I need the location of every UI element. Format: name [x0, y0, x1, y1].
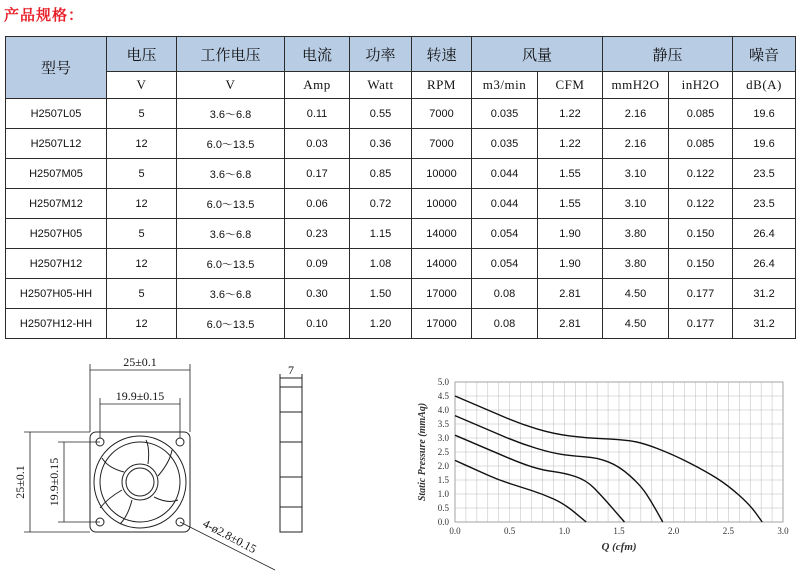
value-cell: 12 [107, 309, 177, 339]
y-tick-label: 2.0 [437, 461, 449, 471]
units-row [6, 72, 796, 99]
value-cell: 0.72 [350, 189, 412, 219]
inner-width-dimension: 19.9±0.15 [115, 389, 165, 403]
unit-cell: RPM [412, 72, 472, 99]
value-cell: 7000 [412, 129, 472, 159]
x-tick-label: 1.5 [613, 526, 625, 536]
value-cell: 0.10 [285, 309, 350, 339]
y-tick-label: 4.0 [437, 405, 449, 415]
table-body [6, 99, 796, 339]
value-cell: 1.90 [538, 219, 603, 249]
unit-cell: V [177, 72, 285, 99]
value-cell: 0.11 [285, 99, 350, 129]
model-cell: H2507H12 [6, 249, 107, 279]
value-cell: 0.150 [669, 249, 733, 279]
table-row [6, 99, 796, 129]
value-cell: 12 [107, 249, 177, 279]
value-cell: 0.36 [350, 129, 412, 159]
fan-side-view [280, 374, 302, 532]
value-cell: 0.085 [669, 99, 733, 129]
x-axis-label: Q (cfm) [601, 541, 637, 553]
header-static-pressure: 静压 [603, 37, 733, 72]
x-tick-label: 3.0 [777, 526, 789, 536]
header-power: 功率 [350, 37, 412, 72]
fan-blade-ring [100, 442, 180, 522]
value-cell: 17000 [412, 309, 472, 339]
value-cell: 0.08 [472, 309, 538, 339]
model-cell: H2507L12 [6, 129, 107, 159]
model-cell: H2507M05 [6, 159, 107, 189]
value-cell: 1.22 [538, 99, 603, 129]
table-row [6, 279, 796, 309]
value-cell: 0.30 [285, 279, 350, 309]
pq-curve-3 [455, 435, 624, 522]
value-cell: 10000 [412, 159, 472, 189]
value-cell: 3.6～6.8 [177, 159, 285, 189]
value-cell: 26.4 [733, 219, 796, 249]
value-cell: 6.0～13.5 [177, 189, 285, 219]
x-tick-label: 1.0 [558, 526, 570, 536]
header-airflow: 风量 [472, 37, 603, 72]
value-cell: 3.10 [603, 189, 669, 219]
x-tick-label: 2.5 [722, 526, 734, 536]
x-tick-label: 2.0 [668, 526, 680, 536]
thickness-dimension: 7 [288, 363, 294, 377]
value-cell: 3.6～6.8 [177, 219, 285, 249]
value-cell: 1.55 [538, 189, 603, 219]
header-working-voltage: 工作电压 [177, 37, 285, 72]
width-dimension: 25±0.1 [123, 355, 157, 369]
value-cell: 31.2 [733, 279, 796, 309]
fan-frame [90, 432, 190, 532]
value-cell: 12 [107, 189, 177, 219]
model-cell: H2507M12 [6, 189, 107, 219]
value-cell: 0.03 [285, 129, 350, 159]
header-voltage: 电压 [107, 37, 177, 72]
model-cell: H2507L05 [6, 99, 107, 129]
value-cell: 0.85 [350, 159, 412, 189]
value-cell: 1.90 [538, 249, 603, 279]
value-cell: 23.5 [733, 159, 796, 189]
y-axis-label: Static Pressure (mmAq) [417, 402, 428, 502]
value-cell: 5 [107, 219, 177, 249]
value-cell: 0.09 [285, 249, 350, 279]
y-tick-label: 0.5 [437, 503, 449, 513]
y-tick-label: 3.0 [437, 433, 449, 443]
value-cell: 31.2 [733, 309, 796, 339]
value-cell: 14000 [412, 249, 472, 279]
value-cell: 1.22 [538, 129, 603, 159]
y-tick-label: 4.5 [437, 391, 449, 401]
value-cell: 0.054 [472, 219, 538, 249]
y-tick-label: 1.0 [437, 489, 449, 499]
table-row [6, 129, 796, 159]
value-cell: 0.55 [350, 99, 412, 129]
side-frame [280, 387, 302, 532]
header-noise: 噪音 [733, 37, 796, 72]
value-cell: 5 [107, 159, 177, 189]
pq-curve-2 [455, 416, 663, 522]
value-cell: 0.122 [669, 189, 733, 219]
value-cell: 4.50 [603, 309, 669, 339]
table-row [6, 219, 796, 249]
value-cell: 0.177 [669, 279, 733, 309]
value-cell: 0.054 [472, 249, 538, 279]
value-cell: 10000 [412, 189, 472, 219]
x-tick-label: 0.0 [449, 526, 461, 536]
value-cell: 3.6～6.8 [177, 99, 285, 129]
inner-height-dimension: 19.9±0.15 [47, 457, 61, 507]
value-cell: 2.16 [603, 129, 669, 159]
value-cell: 2.81 [538, 309, 603, 339]
fan-blades [100, 440, 178, 524]
table-row [6, 249, 796, 279]
value-cell: 0.08 [472, 279, 538, 309]
header-speed: 转速 [412, 37, 472, 72]
value-cell: 1.50 [350, 279, 412, 309]
drawings-area [0, 352, 800, 581]
fan-front-view [90, 432, 190, 532]
fan-hub [122, 464, 158, 500]
table-row [6, 309, 796, 339]
value-cell: 6.0～13.5 [177, 129, 285, 159]
value-cell: 23.5 [733, 189, 796, 219]
value-cell: 0.044 [472, 189, 538, 219]
value-cell: 19.6 [733, 129, 796, 159]
header-model: 型号 [6, 37, 107, 99]
value-cell: 1.20 [350, 309, 412, 339]
mount-hole-icon [176, 438, 184, 446]
spec-table [5, 36, 796, 339]
header-row [6, 37, 796, 72]
value-cell: 3.80 [603, 249, 669, 279]
value-cell: 2.16 [603, 99, 669, 129]
hole-dimension: 4-ø2.8±0.15 [200, 516, 259, 557]
value-cell: 0.122 [669, 159, 733, 189]
value-cell: 3.10 [603, 159, 669, 189]
value-cell: 5 [107, 99, 177, 129]
fan-outer-ring [94, 436, 186, 528]
value-cell: 0.17 [285, 159, 350, 189]
model-cell: H2507H05 [6, 219, 107, 249]
x-tick-label: 0.5 [504, 526, 516, 536]
value-cell: 6.0～13.5 [177, 309, 285, 339]
y-tick-label: 2.5 [437, 447, 449, 457]
table-row [6, 189, 796, 219]
value-cell: 0.06 [285, 189, 350, 219]
y-tick-label: 3.5 [437, 419, 449, 429]
pq-chart [417, 377, 789, 553]
y-tick-label: 0.0 [437, 517, 449, 527]
value-cell: 6.0～13.5 [177, 249, 285, 279]
height-dimension: 25±0.1 [13, 465, 27, 499]
value-cell: 0.085 [669, 129, 733, 159]
page-title: 产品规格： [4, 6, 85, 24]
value-cell: 0.23 [285, 219, 350, 249]
unit-cell: Amp [285, 72, 350, 99]
value-cell: 4.50 [603, 279, 669, 309]
unit-cell: CFM [538, 72, 603, 99]
value-cell: 0.150 [669, 219, 733, 249]
value-cell: 5 [107, 279, 177, 309]
value-cell: 0.035 [472, 129, 538, 159]
value-cell: 14000 [412, 219, 472, 249]
value-cell: 2.81 [538, 279, 603, 309]
value-cell: 19.6 [733, 99, 796, 129]
unit-cell: mmH2O [603, 72, 669, 99]
unit-cell: inH2O [669, 72, 733, 99]
header-current: 电流 [285, 37, 350, 72]
fan-hub-inner [126, 468, 154, 496]
value-cell: 1.55 [538, 159, 603, 189]
value-cell: 0.035 [472, 99, 538, 129]
y-tick-label: 1.5 [437, 475, 449, 485]
value-cell: 3.80 [603, 219, 669, 249]
value-cell: 0.044 [472, 159, 538, 189]
value-cell: 3.6～6.8 [177, 279, 285, 309]
unit-cell: m3/min [472, 72, 538, 99]
value-cell: 12 [107, 129, 177, 159]
value-cell: 1.15 [350, 219, 412, 249]
unit-cell: Watt [350, 72, 412, 99]
value-cell: 1.08 [350, 249, 412, 279]
table-row [6, 159, 796, 189]
model-cell: H2507H12-HH [6, 309, 107, 339]
value-cell: 17000 [412, 279, 472, 309]
unit-cell: V [107, 72, 177, 99]
value-cell: 7000 [412, 99, 472, 129]
unit-cell: dB(A) [733, 72, 796, 99]
model-cell: H2507H05-HH [6, 279, 107, 309]
value-cell: 0.177 [669, 309, 733, 339]
value-cell: 26.4 [733, 249, 796, 279]
y-tick-label: 5.0 [437, 377, 449, 387]
